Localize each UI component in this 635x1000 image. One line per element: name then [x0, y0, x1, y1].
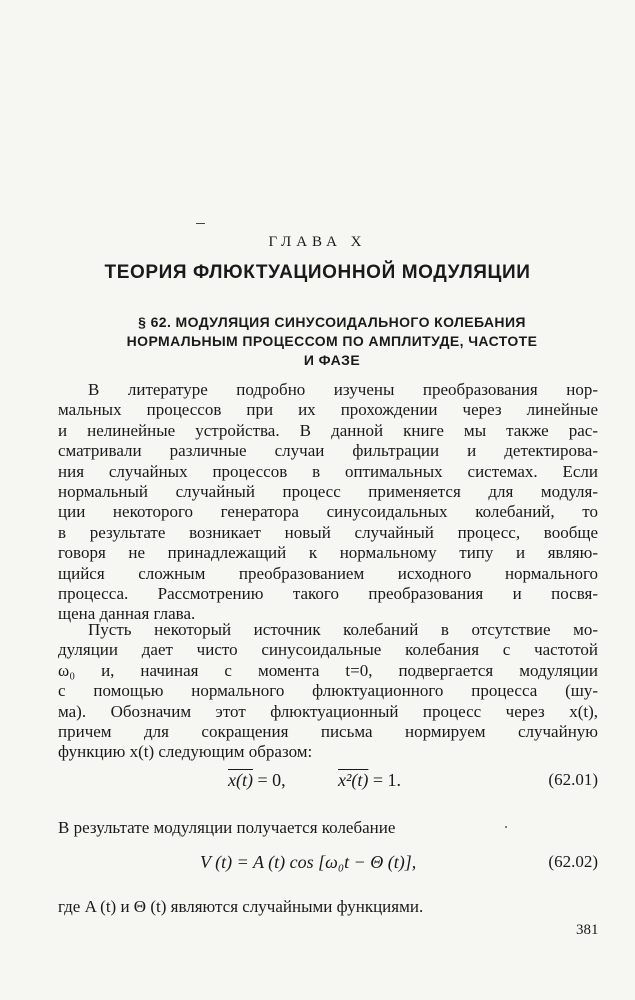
section-title-line: § 62. МОДУЛЯЦИЯ СИНУСОИДАЛЬНОГО КОЛЕБАНИЯ: [138, 314, 526, 330]
text-line: ции некоторого генератора синусоидальных колебаний, то: [58, 502, 598, 522]
section-title-line: НОРМАЛЬНЫМ ПРОЦЕССОМ ПО АМПЛИТУДЕ, ЧАСТОТЕ: [126, 333, 538, 349]
equation-left-rhs: = 0,: [252, 770, 286, 790]
text-line: щийся сложным преобразованием исходного нормального: [58, 563, 598, 583]
text-line: с помощью нормального флюктуационного процесса (шу-: [58, 681, 598, 701]
equation-left: [228, 770, 286, 791]
print-speck: [505, 826, 507, 828]
equation-62-02: [58, 852, 598, 878]
chapter-label: ГЛАВА X: [268, 234, 367, 250]
equation-62-01: [58, 770, 598, 796]
equation-right-rhs: = 1.: [368, 770, 402, 790]
mean-x-term: x(t): [228, 770, 253, 790]
equation-formula: V (t) = A (t) cos [ω₀t − Θ (t)],: [200, 852, 417, 872]
text-line: ния случайных процессов в оптимальных системах. Если: [58, 461, 598, 481]
section-title-line: И ФАЗЕ: [303, 352, 361, 368]
mean-x-squared-term: x²(t): [338, 770, 369, 790]
text-line: в результате возникает новый случайный процесс, вообще: [58, 522, 598, 542]
text-line: говоря не принадлежащий к нормальному типу и являю-: [58, 543, 598, 563]
paragraph-1: [58, 380, 598, 625]
text-line: В литературе подробно изучены преобразования нор-: [88, 380, 598, 399]
text-line: ω₀ и, начиная с момента t=0, подвергается модуляции: [58, 660, 598, 680]
text-between-equations: В результате модуляции получается колебание: [58, 818, 396, 837]
equation-number: (62.01): [548, 770, 598, 789]
text-line: мальных процессов при их прохождении через линейные: [58, 400, 598, 420]
text-line: Пусть некоторый источник колебаний в отсутствие мо-: [88, 620, 598, 639]
paragraph-2: [58, 620, 598, 763]
equation-number: (62.02): [548, 852, 598, 871]
page-number: 381: [576, 922, 599, 938]
text-after-equation: где A (t) и Θ (t) являются случайными функциями.: [58, 897, 424, 916]
text-line: ма). Обозначим этот флюктуационный процесс через x(t),: [58, 701, 598, 721]
text-line: и нелинейные устройства. В данной книге мы также рас-: [58, 420, 598, 440]
section-title: [72, 313, 592, 370]
text-line: сматривали различные случаи фильтрации и детектирова-: [58, 441, 598, 461]
text-line: функцию x(t) следующим образом:: [58, 742, 313, 762]
decorative-dash: [196, 223, 205, 224]
text-line: нормальный случайный процесс применяется для модуля-: [58, 482, 598, 502]
text-line: щена данная глава.: [58, 604, 196, 624]
text-line: причем для сокращения письма нормируем случайную: [58, 722, 598, 742]
text-line: дуляции дает чисто синусоидальные колебания с частотой: [58, 640, 598, 660]
text-line: процесса. Рассмотрению такого преобразования и посвя-: [58, 584, 598, 604]
equation-right: [338, 770, 401, 791]
chapter-title: ТЕОРИЯ ФЛЮКТУАЦИОННОЙ МОДУЛЯЦИИ: [104, 262, 531, 283]
